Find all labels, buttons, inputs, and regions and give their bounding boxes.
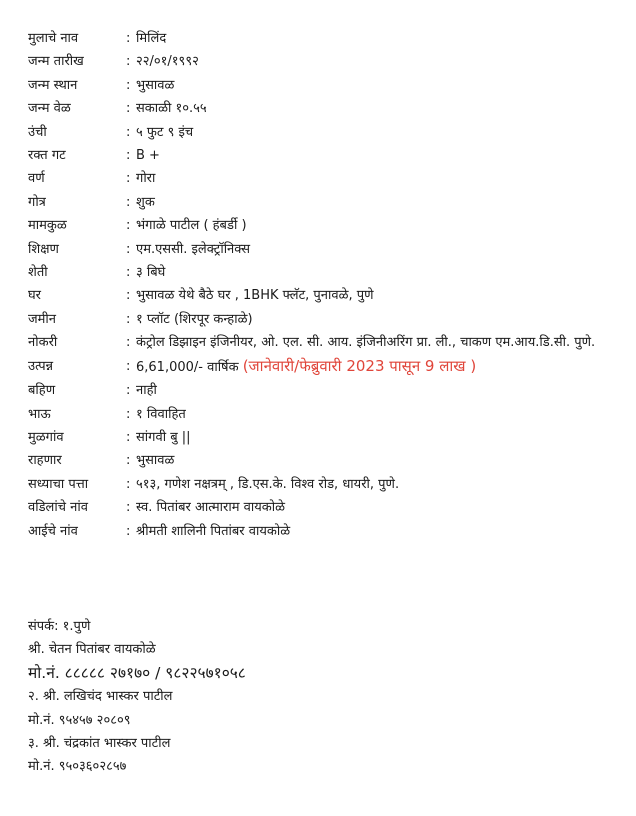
field-separator: : xyxy=(126,429,131,445)
field-value: २२/०१/१९९२ xyxy=(136,54,199,70)
field-label: मुलाचे नाव xyxy=(28,31,79,46)
field-separator: : xyxy=(126,194,131,210)
field-value: नाही xyxy=(136,383,157,399)
biodata-row-income xyxy=(28,355,628,379)
field-value xyxy=(136,355,628,379)
biodata-row-height xyxy=(28,121,628,144)
field-label: आईचे नांव xyxy=(28,523,78,539)
field-value: ५१३, गणेश नक्षत्रम् , डि.एस.के. विश्व रोड, धायरी, पुणे. xyxy=(136,476,400,492)
field-label: शिक्षण xyxy=(28,241,59,257)
field-label: गोत्र xyxy=(28,194,46,210)
contact-phone: मो.नं. ९५०३६०२८५७ xyxy=(28,759,127,775)
field-value: शुक xyxy=(136,194,155,210)
field-separator: : xyxy=(126,335,131,351)
field-label: सध्याचा पत्ता xyxy=(28,476,89,492)
field-separator: : xyxy=(126,54,131,70)
field-label: मुळगांव xyxy=(28,429,64,445)
field-label: उंची xyxy=(28,124,47,140)
contact-section xyxy=(28,615,628,779)
field-separator: : xyxy=(126,171,131,187)
biodata-row-farmland xyxy=(28,261,628,284)
biodata-row-gotra xyxy=(28,191,628,214)
field-value: १ प्लॉट (शिरपूर कन्हाळे) xyxy=(136,311,253,327)
biodata-details xyxy=(28,27,628,543)
contact-phone: मो.नं. ९५४५७ २०८०९ xyxy=(28,712,131,728)
field-separator: : xyxy=(126,476,131,492)
field-separator: : xyxy=(126,406,131,422)
contact-heading: संपर्क: १.पुणे xyxy=(28,619,91,634)
field-separator: : xyxy=(126,124,131,140)
income-amount: 6,61,000/- वार्षिक xyxy=(136,359,239,375)
field-separator: : xyxy=(126,453,131,469)
field-value: स्व. पितांबर आत्माराम वायकोळे xyxy=(136,500,285,516)
biodata-row-job xyxy=(28,331,628,354)
field-value: कंट्रोल डिझाइन इंजिनीयर, ओ. एल. सी. आय. इंजिनीअरिंग प्रा. ली., चाकण एम.आय.डि.सी. पुणे. xyxy=(136,335,596,351)
field-separator: : xyxy=(126,241,131,257)
biodata-row-land xyxy=(28,308,628,331)
field-separator: : xyxy=(126,311,131,327)
biodata-row-current-address xyxy=(28,473,628,496)
field-value: मिलिंद xyxy=(136,31,167,46)
field-value: भंगाळे पाटील ( हंबर्डी ) xyxy=(136,218,247,234)
field-label: घर xyxy=(28,288,42,304)
biodata-row-brother xyxy=(28,403,628,426)
biodata-row-father-name xyxy=(28,496,628,519)
field-label: भाऊ xyxy=(28,406,51,422)
field-separator: : xyxy=(126,265,131,281)
field-label: जमीन xyxy=(28,311,57,327)
field-separator: : xyxy=(126,288,131,304)
field-value: भुसावळ xyxy=(136,453,175,469)
field-value: ५ फुट ९ इंच xyxy=(136,124,194,140)
contact-name: ३. श्री. चंद्रकांत भास्कर पाटील xyxy=(28,736,171,752)
biodata-row-house xyxy=(28,284,628,307)
field-separator: : xyxy=(126,31,131,46)
field-separator: : xyxy=(126,148,131,164)
biodata-row-birth-place xyxy=(28,74,628,97)
income-update-note: (जानेवारी/फेब्रुवारी 2023 पासून 9 लाख ) xyxy=(242,356,477,375)
field-label: रक्त गट xyxy=(28,148,66,164)
biodata-row-education xyxy=(28,238,628,261)
field-label: उत्पन्न xyxy=(28,358,54,374)
field-value: भुसावळ येथे बैठे घर , 1BHK फ्लॅट, पुनावळे, पुणे xyxy=(136,288,374,304)
field-separator: : xyxy=(126,523,131,539)
field-separator: : xyxy=(126,101,131,117)
field-separator: : xyxy=(126,218,131,234)
field-separator: : xyxy=(126,500,131,516)
biodata-row-blood-group xyxy=(28,144,628,167)
contact-phone: मो.नं. ८८८८८ २७१७० / ९८२२५७१०५८ xyxy=(28,663,246,682)
biodata-row-birth-time xyxy=(28,97,628,120)
biodata-row-sister xyxy=(28,379,628,402)
field-label: शेती xyxy=(28,265,48,281)
biodata-row-native-village xyxy=(28,426,628,449)
field-label: मामकुळ xyxy=(28,218,67,234)
field-value: गोरा xyxy=(136,171,156,187)
biodata-row-name xyxy=(28,27,628,50)
field-label: राहणार xyxy=(28,453,62,469)
field-value: एम.एससी. इलेक्ट्रॉनिक्स xyxy=(136,241,251,257)
field-label: जन्म स्थान xyxy=(28,77,78,93)
biodata-row-birth-date xyxy=(28,50,628,73)
field-separator: : xyxy=(126,383,131,399)
biodata-row-residence xyxy=(28,449,628,472)
field-separator: : xyxy=(126,358,131,374)
field-value: भुसावळ xyxy=(136,77,175,93)
field-label: बहिण xyxy=(28,383,56,399)
field-label: जन्म वेळ xyxy=(28,101,71,117)
contact-name: २. श्री. लखिचंद भास्कर पाटील xyxy=(28,689,173,705)
field-value: १ विवाहित xyxy=(136,406,186,422)
field-value: सांगवी बु || xyxy=(136,429,191,445)
field-value: सकाळी १०.५५ xyxy=(136,101,207,117)
biodata-row-complexion xyxy=(28,167,628,190)
biodata-row-maternal-family xyxy=(28,214,628,237)
field-label: जन्म तारीख xyxy=(28,54,84,70)
field-label: नोकरी xyxy=(28,335,58,351)
contact-name: श्री. चेतन पितांबर वायकोळे xyxy=(28,642,156,658)
field-label: वडिलांचे नांव xyxy=(28,500,88,516)
field-value: B + xyxy=(136,148,160,164)
field-value: श्रीमती शालिनी पितांबर वायकोळे xyxy=(136,523,291,539)
field-label: वर्ण xyxy=(28,171,45,187)
biodata-row-mother-name xyxy=(28,520,628,543)
field-value: ३ बिघे xyxy=(136,265,166,281)
field-separator: : xyxy=(126,77,131,93)
